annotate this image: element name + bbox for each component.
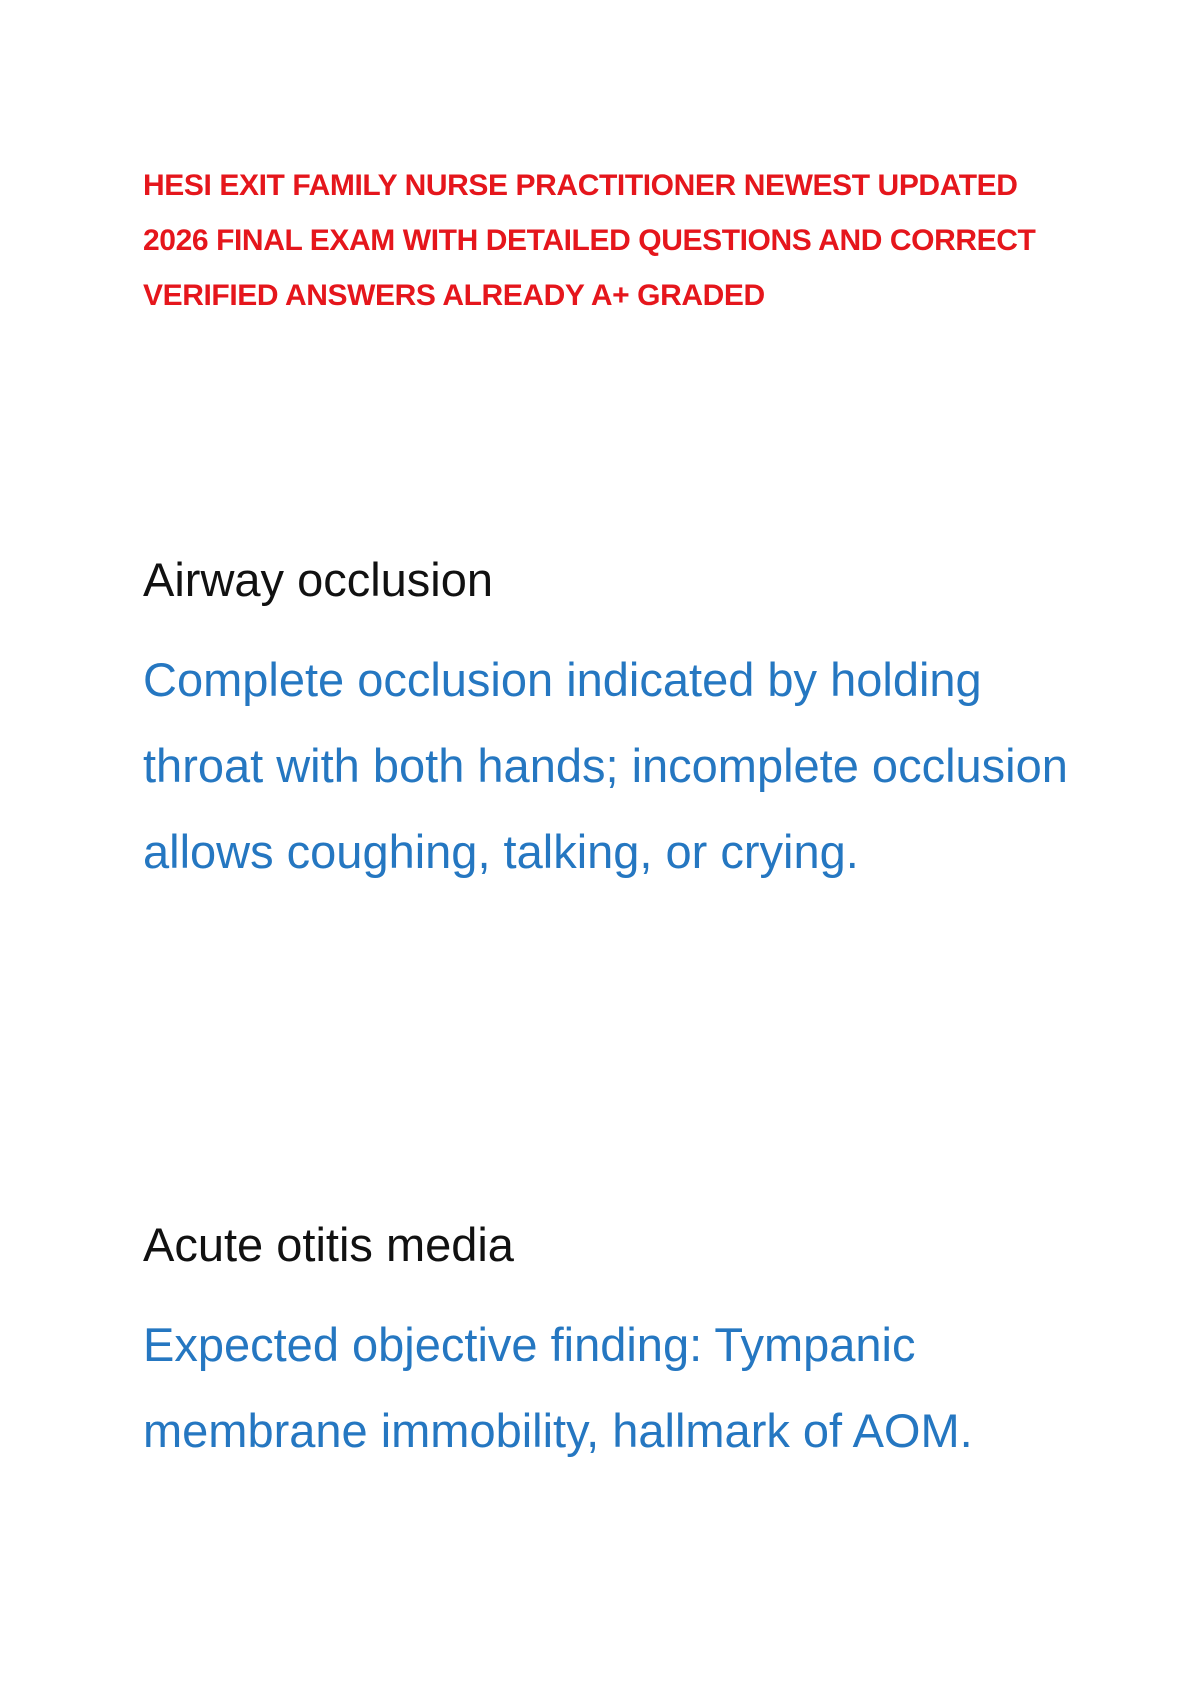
flashcard bbox=[143, 545, 1083, 895]
flashcard-term: Airway occlusion bbox=[143, 553, 494, 606]
flashcard-definition: Complete occlusion indicated by holding throat with both hands; incomplete occlusion allows coughing, talking, or crying. bbox=[143, 653, 1068, 878]
document-title: HESI EXIT FAMILY NURSE PRACTITIONER NEWEST UPDATED 2026 FINAL EXAM WITH DETAILED QUESTIONS AND CORRECT VERIFIED ANSWERS ALREADY A+ GRADED bbox=[143, 169, 1036, 312]
flashcard bbox=[143, 1210, 1083, 1474]
flashcard-definition: Expected objective finding: Tympanic membrane immobility, hallmark of AOM. bbox=[143, 1318, 973, 1457]
flashcard-term: Acute otitis media bbox=[143, 1218, 514, 1271]
